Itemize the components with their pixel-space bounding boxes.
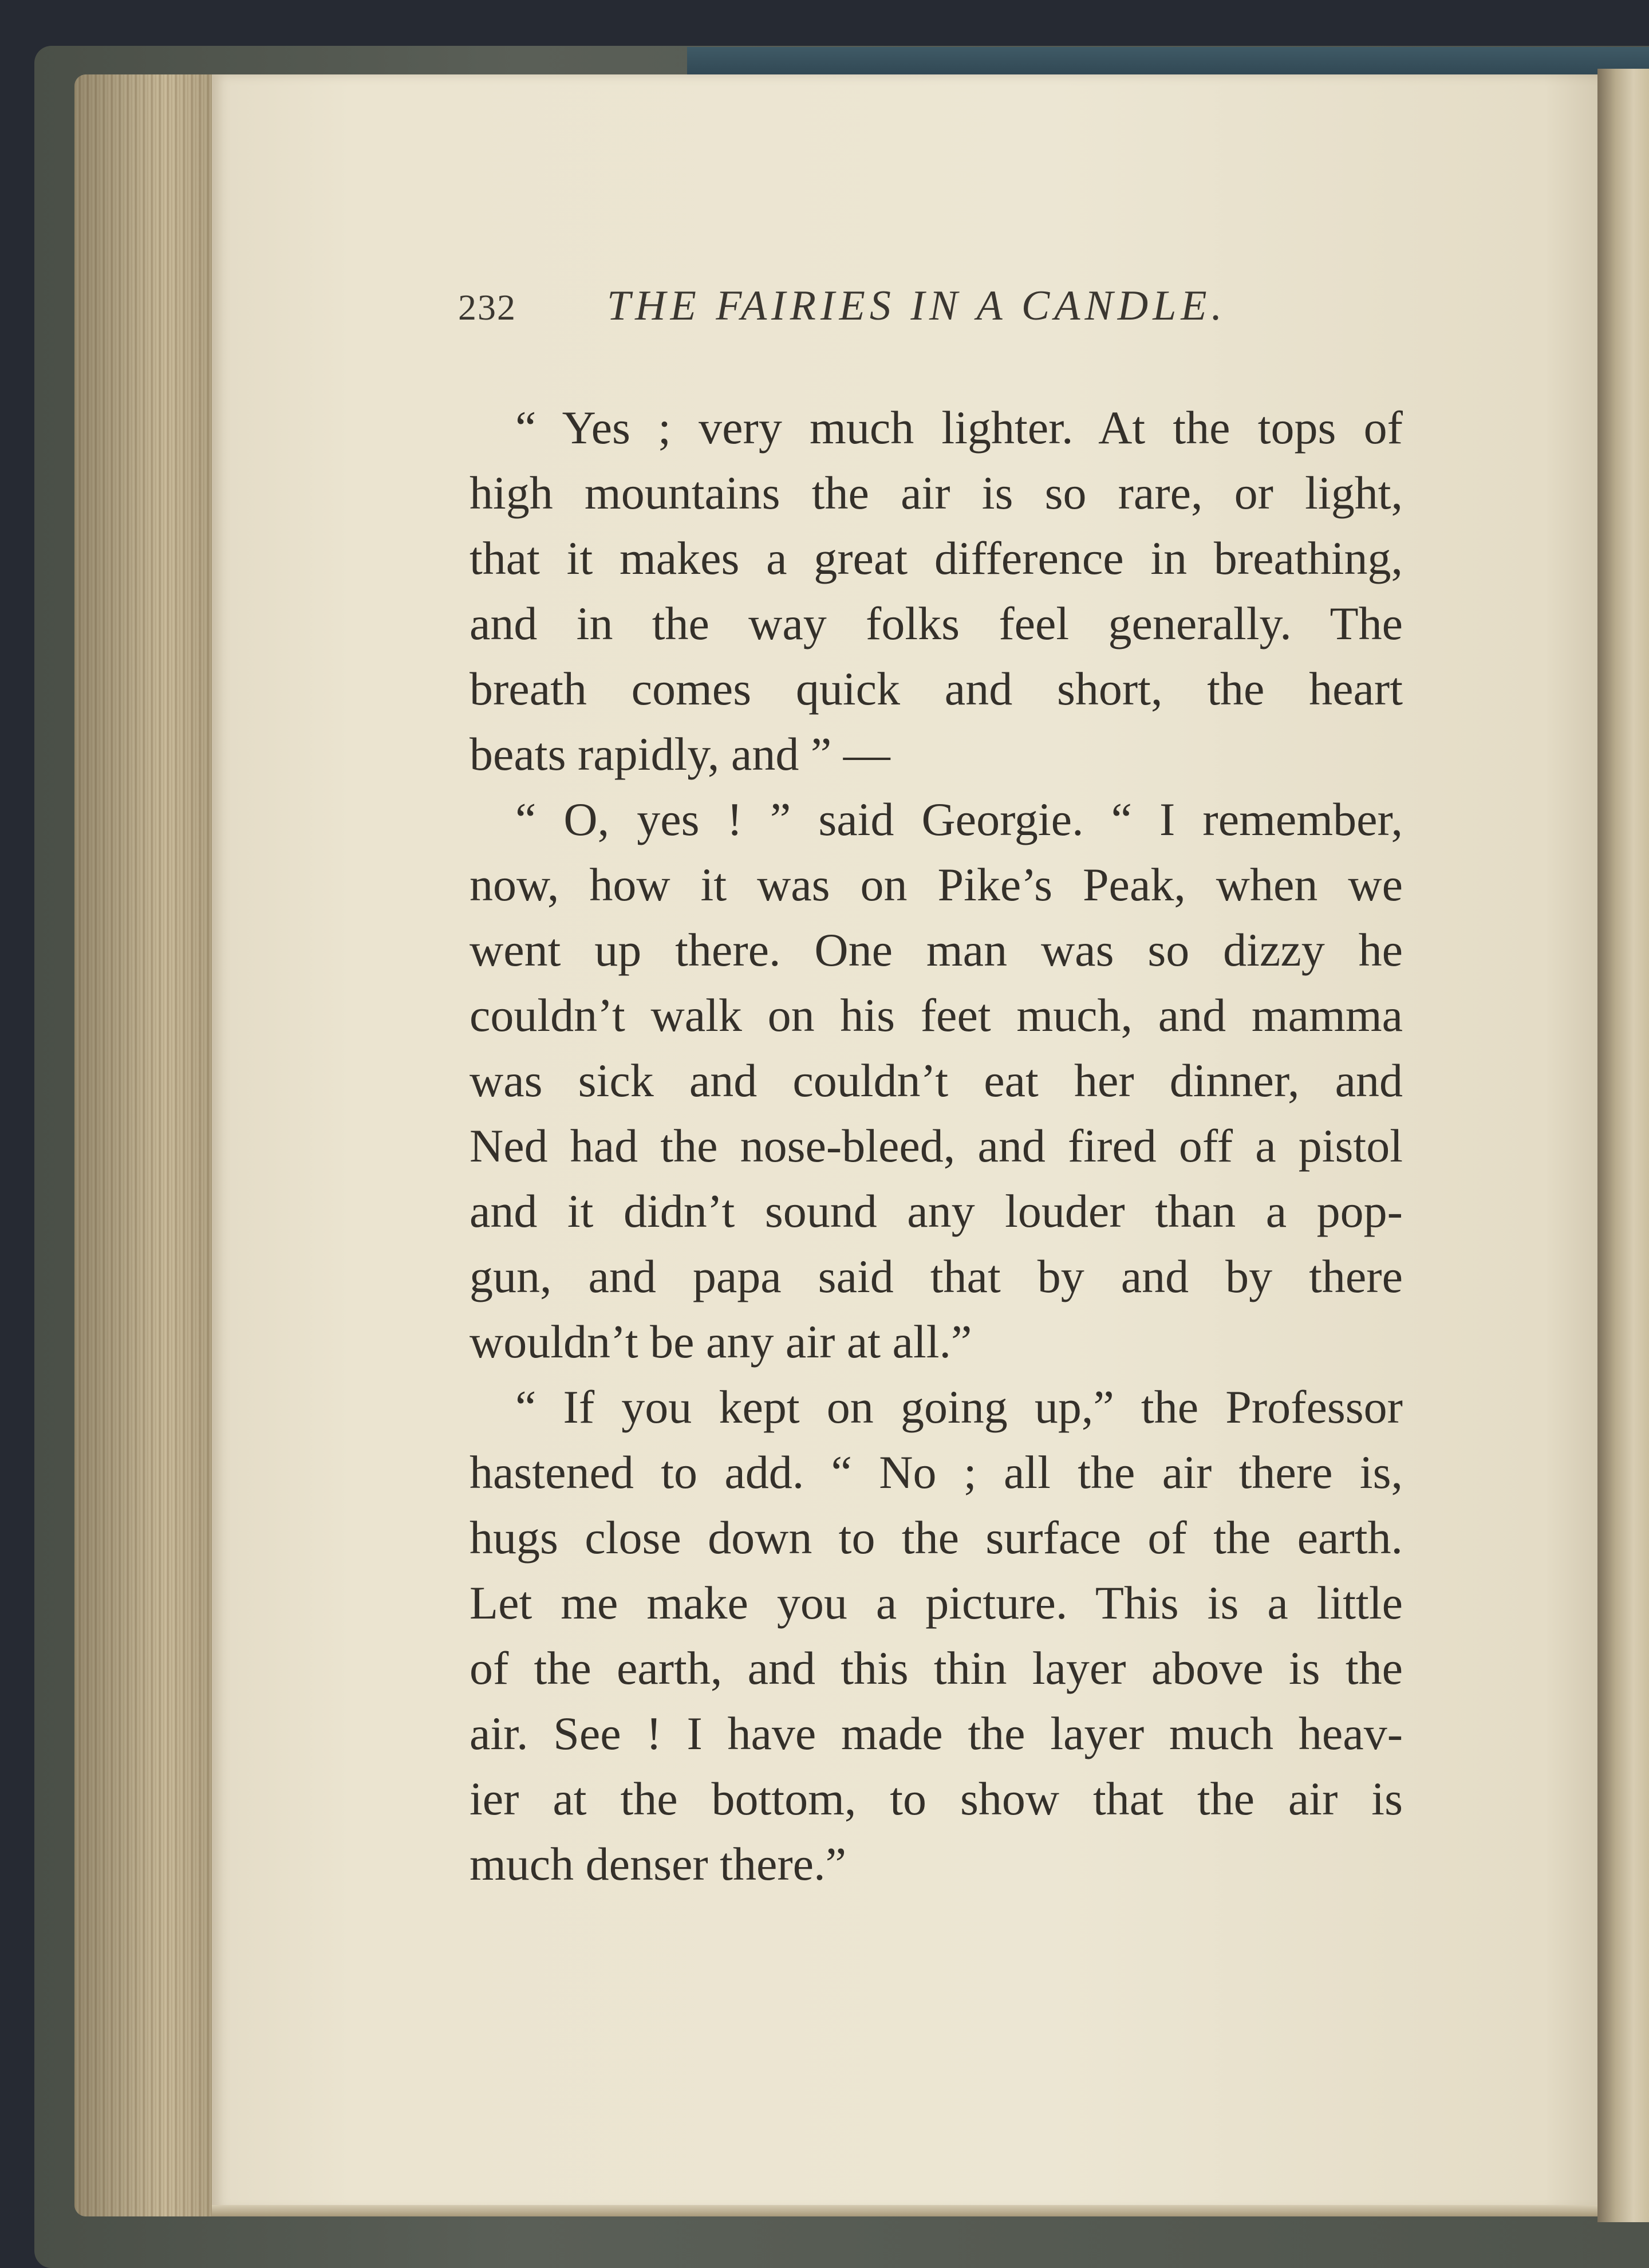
text-line: went up there. One man was so dizzy he (470, 924, 1403, 976)
page-bottom-edge (212, 2205, 1597, 2216)
text-line: air. See ! I have made the layer much heav- (470, 1707, 1403, 1759)
running-title: THE FAIRIES IN A CANDLE. (607, 282, 1227, 329)
text-line: gun, and papa said that by and by there (470, 1250, 1403, 1302)
text-line: and it didn’t sound any louder than a pop- (470, 1185, 1403, 1237)
text-line: wouldn’t be any air at all.” (470, 1316, 972, 1368)
text-line: high mountains the air is so rare, or light, (470, 467, 1403, 519)
text-line: hugs close down to the surface of the earth. (470, 1511, 1403, 1564)
text-line: Let me make you a picture. This is a little (470, 1577, 1403, 1629)
text-line: “ Yes ; very much lighter. At the tops of (515, 401, 1403, 454)
text-line: of the earth, and this thin layer above is the (470, 1642, 1403, 1694)
page-edges-shadow (74, 74, 229, 2216)
text-line: couldn’t walk on his feet much, and mamma (470, 989, 1403, 1041)
text-line: hastened to add. “ No ; all the air there is, (470, 1446, 1403, 1498)
text-line: was sick and couldn’t eat her dinner, and (470, 1054, 1403, 1107)
running-head (458, 269, 1489, 338)
text-line: Ned had the nose-bleed, and fired off a pistol (470, 1120, 1403, 1172)
book-gutter (1597, 69, 1649, 2222)
text-line: beats rapidly, and ” — (470, 728, 890, 780)
text-line: that it makes a great difference in breathing, (470, 532, 1403, 584)
text-line: “ If you kept on going up,” the Professor (515, 1381, 1403, 1433)
text-line: breath comes quick and short, the heart (470, 663, 1403, 715)
text-line: and in the way folks feel generally. The (470, 597, 1403, 649)
page-number: 232 (458, 287, 516, 328)
text-line: much denser there.” (470, 1838, 846, 1890)
body-text (470, 395, 1403, 1897)
text-line: now, how it was on Pike’s Peak, when we (470, 859, 1403, 911)
text-line: “ O, yes ! ” said Georgie. “ I remember, (515, 793, 1403, 845)
text-line: ier at the bottom, to show that the air is (470, 1773, 1403, 1825)
